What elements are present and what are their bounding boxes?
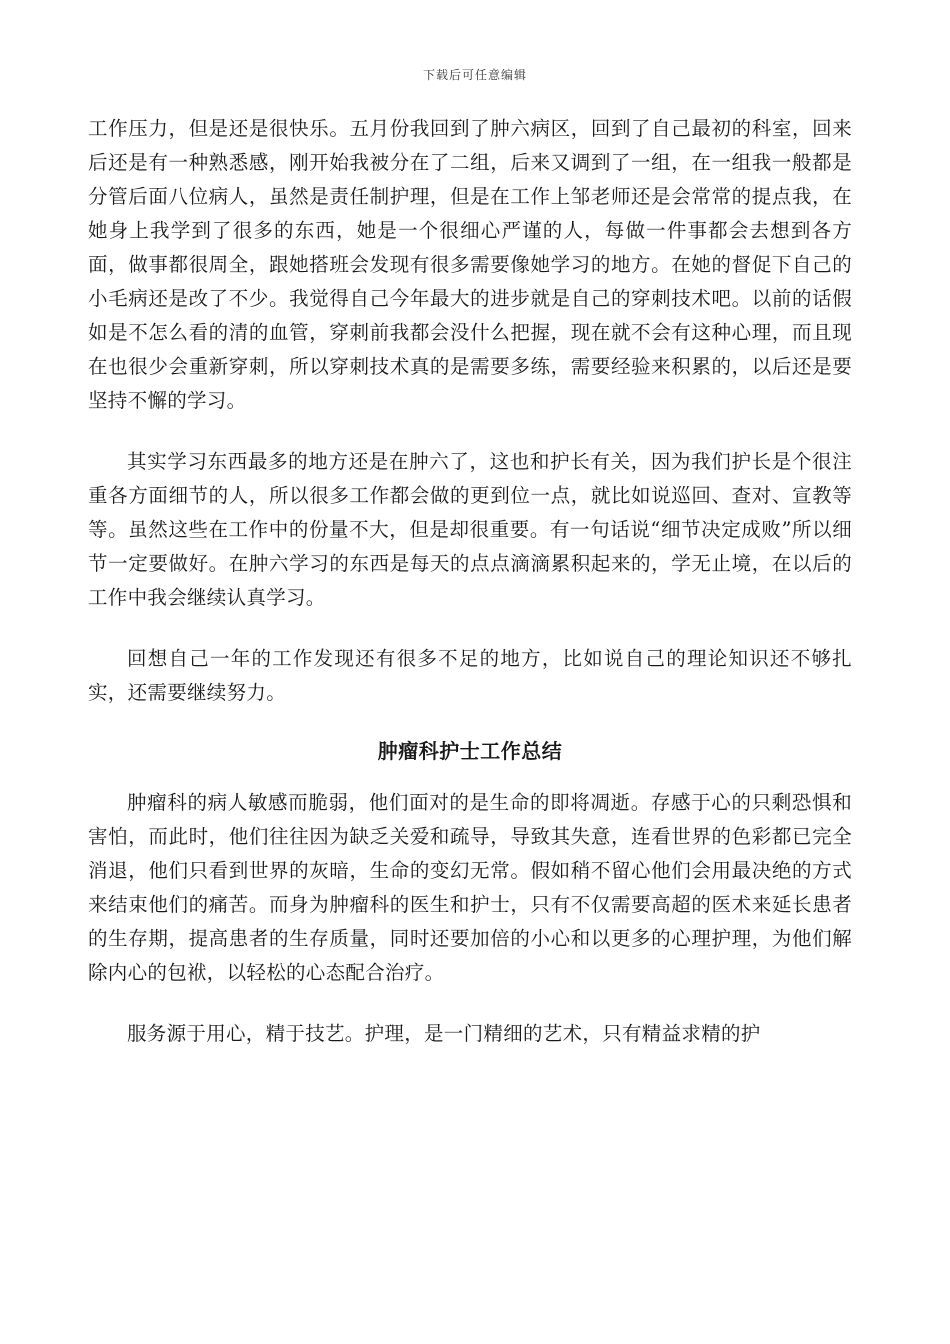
- paragraph-continuation: 工作压力，但是还是很快乐。五月份我回到了肿六病区，回到了自己最初的科室，回来后还是有一种熟悉感，刚开始我被分在了二组，后来又调到了一组，在一组我一般都是分管后面八位病人，虽然是责任制护理，但是在工作上邹老师还是会常常的提点我，在她身上我学到了很多的东西，她是一个很细心严谨的人，每做一件事都会去想到各方面，做事都很周全，跟她搭班会发现有很多需要像她学习的地方。在她的督促下自己的小毛病还是改了不少。我觉得自己今年最大的进步就是自己的穿刺技术吧。以前的话假如是不怎么看的清的血管，穿刺前我都会没什么把握，现在就不会有这种心理，而且现在也很少会重新穿刺，所以穿刺技术真的是需要多练，需要经验来积累的，以后还是要坚持不懈的学习。: [88, 117, 852, 412]
- document-body: [88, 112, 852, 1051]
- page-header-note: 下载后可任意编辑: [422, 68, 527, 82]
- paragraph-patients: 肿瘤科的病人敏感而脆弱，他们面对的是生命的即将凋逝。存感于心的只剩恐惧和害怕，而此时，他们往往因为缺乏关爱和疏导，导致其失意，连看世界的色彩都已完全消退，他们只看到世界的灰暗，生命的变幻无常。假如稍不留心他们会用最决绝的方式来结束他们的痛苦。而身为肿瘤科的医生和护士，只有不仅需要高超的医术来延长患者的生存期，提高患者的生存质量，同时还要加倍的小心和以更多的心理护理，为他们解除内心的包袱，以轻松的心态配合治疗。: [88, 791, 852, 984]
- paragraph-reflection: 回想自己一年的工作发现还有很多不足的地方，比如说自己的理论知识还不够扎实，还需要继续努力。: [88, 647, 852, 704]
- paragraph-service: 服务源于用心，精于技艺。护理，是一门精细的艺术，只有精益求精的护: [127, 1022, 761, 1045]
- paragraph-learning: 其实学习东西最多的地方还是在肿六了，这也和护长有关，因为我们护长是个很注重各方面细节的人，所以很多工作都会做的更到位一点，就比如说巡回、查对、宣教等等。虽然这些在工作中的份量不大，但是却很重要。有一句话说“细节决定成败”所以细节一定要做好。在肿六学习的东西是每天的点点滴滴累积起来的，学无止境，在以后的工作中我会继续认真学习。: [88, 450, 852, 609]
- section-title: 肿瘤科护士工作总结: [377, 739, 563, 763]
